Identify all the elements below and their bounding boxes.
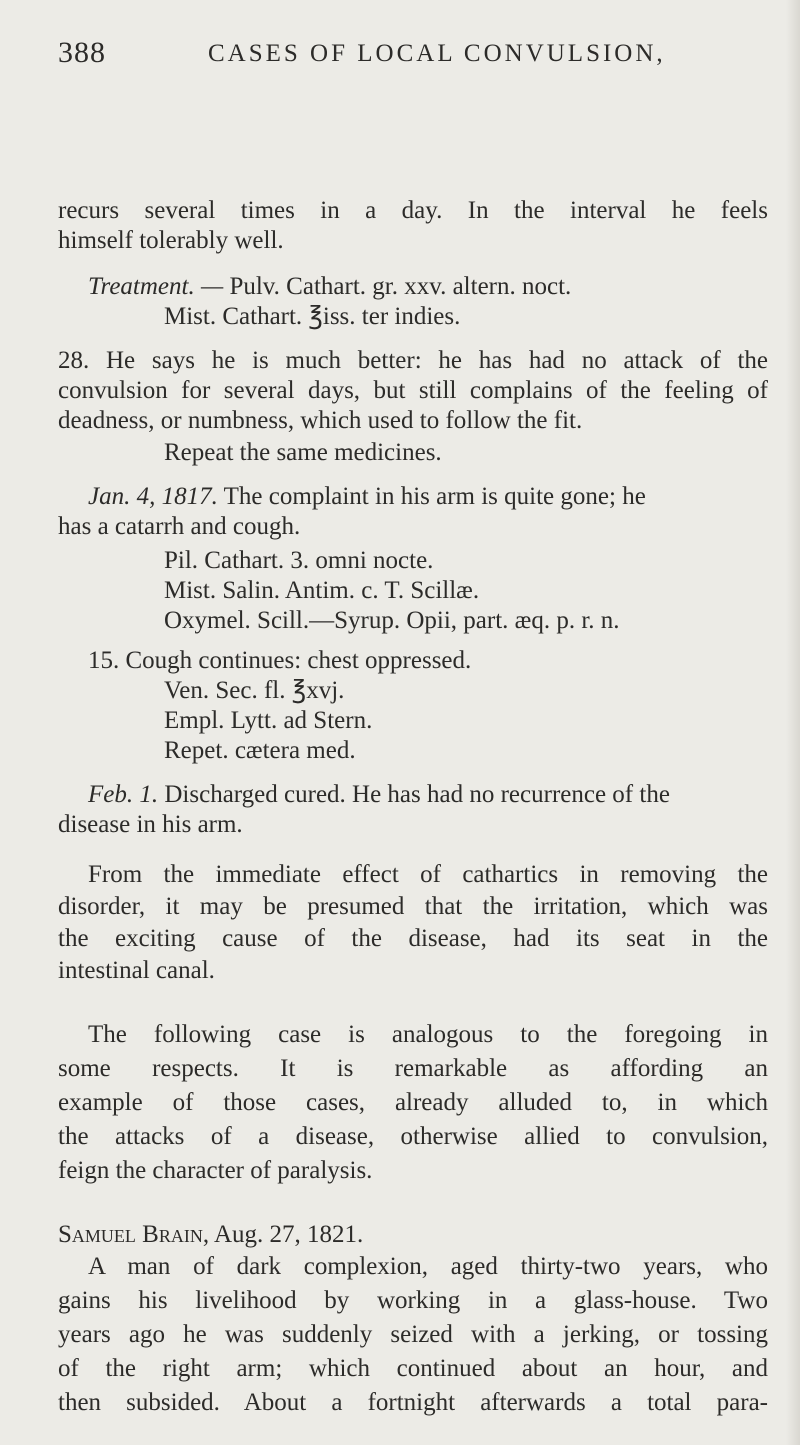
text-line: 15. Cough continues: chest oppressed.	[88, 647, 472, 674]
treatment-line	[88, 272, 571, 302]
patient-name: Samuel Brain,	[58, 1221, 210, 1248]
treatment-text: Pulv. Cathart. gr. xxv. altern. noct.	[223, 273, 572, 300]
text-line: disease in his arm.	[58, 811, 243, 838]
page-header	[58, 36, 778, 76]
text-line: gains his livelihood by working in a glass-house. Two	[58, 1287, 768, 1314]
text-line: of the right arm; which continued about an hour, and	[58, 1355, 768, 1382]
text-line: deadness, or numbness, which used to follow the fit.	[58, 407, 583, 434]
prescription-line: Ven. Sec. fl. ℥xvj.	[164, 677, 345, 704]
text-line: has a catarrh and cough.	[58, 513, 301, 540]
text-line: From the immediate effect of cathartics in removing the	[88, 861, 768, 888]
dated-entry-line	[88, 482, 768, 512]
text-line: years ago he was suddenly seized with a jerking, or tossing	[58, 1321, 768, 1348]
entry-text: The complaint in his arm is quite gone; he	[217, 483, 646, 510]
prescription-line: Mist. Cathart. ℥iss. ter indies.	[164, 303, 461, 330]
page-edge-shadow	[786, 0, 800, 1445]
text-line: A man of dark complexion, aged thirty-two years, who	[88, 1253, 768, 1280]
prescription-line: Empl. Lytt. ad Stern.	[164, 707, 373, 734]
running-head: CASES OF LOCAL CONVULSION,	[208, 40, 666, 67]
text-line: intestinal canal.	[58, 957, 215, 984]
dated-entry-line	[88, 780, 670, 810]
prescription-line: Repet. cætera med.	[164, 737, 356, 764]
text-line: recurs several times in a day. In the interval he feels	[58, 197, 768, 224]
text-line: 28. He says he is much better: he has had no attack of the	[58, 347, 768, 374]
text-line: himself tolerably well.	[58, 227, 284, 254]
treatment-label: Treatment. —	[88, 273, 224, 300]
text-line: feign the character of paralysis.	[58, 1157, 373, 1184]
text-line: example of those cases, already alluded to, in which	[58, 1089, 768, 1116]
entry-date: Feb. 1.	[88, 781, 159, 808]
prescription-line: Mist. Salin. Antim. c. T. Scillæ.	[164, 577, 480, 604]
text-line: disorder, it may be presumed that the irritation, which was	[58, 893, 768, 920]
text-line: convulsion for several days, but still complains of the feeling of	[58, 377, 768, 404]
entry-date: Jan. 4, 1817.	[88, 483, 218, 510]
prescription-line: Repeat the same medicines.	[164, 439, 442, 466]
text-line: some respects. It is remarkable as affording an	[58, 1055, 768, 1082]
case-date: Aug. 27, 1821.	[209, 1221, 364, 1248]
text-line: the exciting cause of the disease, had its seat in the	[58, 925, 768, 952]
prescription-line: Pil. Cathart. 3. omni nocte.	[164, 547, 434, 574]
case-heading	[58, 1220, 363, 1250]
text-line: then subsided. About a fortnight afterwards a total para-	[58, 1389, 768, 1416]
entry-text: Discharged cured. He has had no recurrence of the	[158, 781, 670, 808]
text-line: The following case is analogous to the foregoing in	[88, 1021, 768, 1048]
text-line: the attacks of a disease, otherwise allied to convulsion,	[58, 1123, 768, 1150]
page-number: 388	[58, 36, 106, 69]
prescription-line: Oxymel. Scill.—Syrup. Opii, part. æq. p. r. n.	[164, 607, 620, 634]
